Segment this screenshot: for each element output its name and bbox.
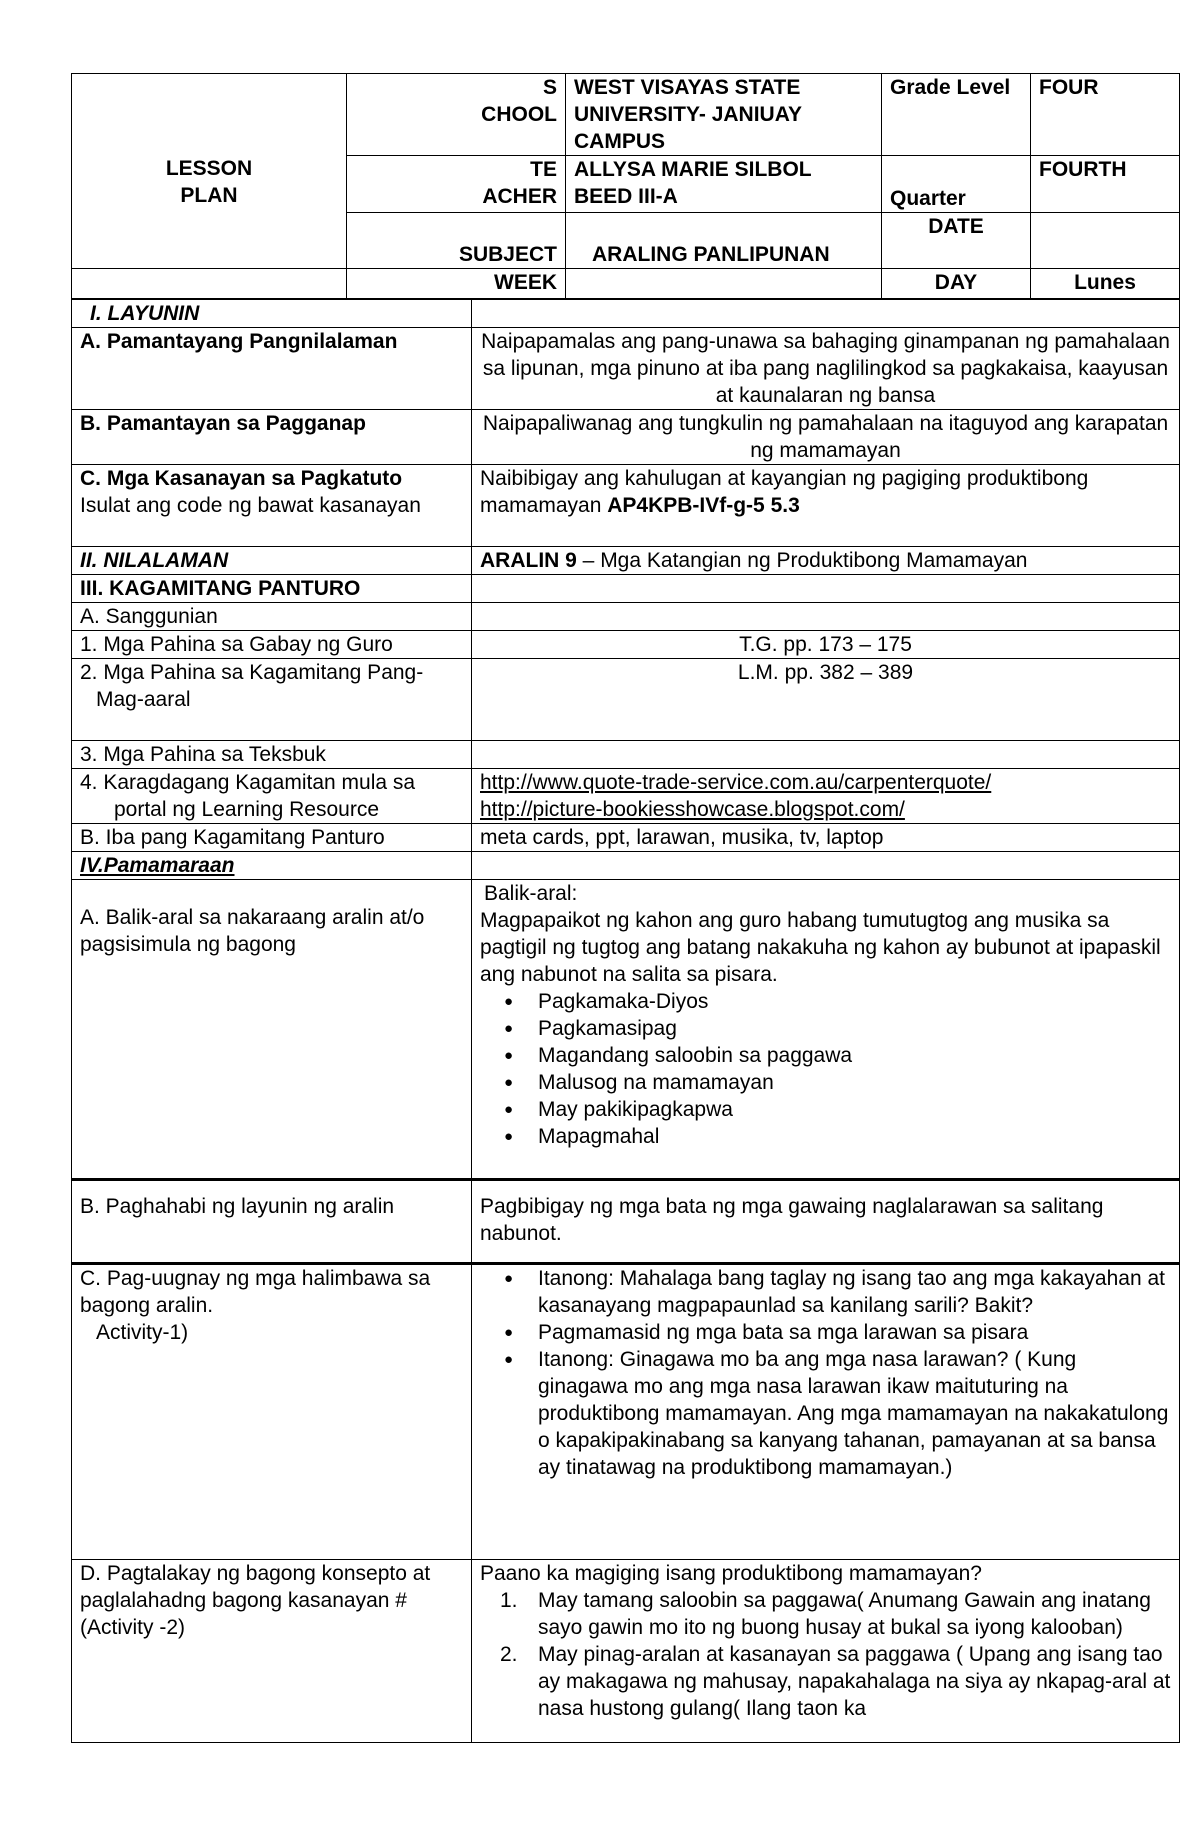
nilalaman-text: ARALIN 9 – Mga Katangian ng Produktibong Mamamayan [472, 547, 1180, 575]
list-item: ● Itanong: Ginagawa mo ba ang mga nasa larawan? ( Kung ginagawa mo ang mga nasa larawan ikaw maituturing na produktibong mamamayan. Ang mga mamamayan na nakakatulong o kapakipakinabang sa kanyang tahanan, pamayanan at sa bansa ay tinatawag na produktibong mamamayan.) [538, 1346, 1171, 1481]
pag-uugnay-label: C. Pag-uugnay ng mga halimbawa sa bagong aralin. Activity-1) [72, 1264, 472, 1560]
pamamaraan-heading: IV.Pamamaraan [72, 852, 472, 880]
layunin-heading-blank [472, 300, 1180, 328]
header-table [71, 73, 1180, 299]
pagtalakay-list [480, 1587, 1171, 1722]
kasanayan-label: C. Mga Kasanayan sa Pagkatuto Isulat ang code ng bawat kasanayan [72, 465, 472, 547]
pagtalakay-label: D. Pagtalakay ng bagong konsepto at paglalahadng bagong kasanayan #(Activity -2) [72, 1560, 472, 1743]
day-label: DAY [882, 268, 1031, 298]
iba-pang-kagamitan-value: meta cards, ppt, larawan, musika, tv, laptop [472, 824, 1180, 852]
pag-uugnay-content [472, 1264, 1180, 1560]
layunin-heading: I. LAYUNIN [72, 300, 472, 328]
grade-level-value: FOUR [1031, 74, 1180, 156]
kasanayan-code: AP4KPB-IVf-g-5 5.3 [607, 494, 800, 517]
pamantayang-pangnilalaman-text: Naipapamalas ang pang-unawa sa bahaging ginampanan ng pamahalaan sa lipunan, mga pinuno at iba pang naglilingkod sa pagkakaisa, kaayusan at kaunalaran ng bansa [472, 328, 1180, 410]
date-value [1031, 212, 1180, 268]
list-item: ● Pagmamasid ng mga bata sa mga larawan sa pisara [538, 1319, 1171, 1346]
list-item: ● Magandang saloobin sa paggawa [538, 1042, 1171, 1069]
sanggunian-label: A. Sanggunian [72, 603, 472, 631]
pamantayan-sa-pagganap-text: Naipapaliwanag ang tungkulin ng pamahalaan na itaguyod ang karapatan ng mamamayan [472, 410, 1180, 465]
karagdagang-kagamitan-links [472, 769, 1180, 824]
kagamitang-mag-aaral-label: 2. Mga Pahina sa Kagamitang Pang- Mag-aaral [72, 659, 472, 741]
gabay-ng-guro-label: 1. Mga Pahina sa Gabay ng Guro [72, 631, 472, 659]
teksbuk-label: 3. Mga Pahina sa Teksbuk [72, 741, 472, 769]
list-item: ● May pakikipagkapwa [538, 1096, 1171, 1123]
balik-aral-content: Balik-aral: Magpapaikot ng kahon ang guro habang tumutugtog ang musika sa pagtigil ng tugtog ang batang nakakuha ng kahon ay bubunot at ipapaskil ang nabunot na salita sa pisara. ● Pagkamaka-Diyos ● Pagkamasipag ● Magandang saloobin sa paggawa ● Malusog na mamamayan ● May pakikipagkapwa ● Mapagmahal [472, 880, 1180, 1180]
list-item: ● Malusog na mamamayan [538, 1069, 1171, 1096]
karagdagang-kagamitan-label: 4. Karagdagang Kagamitan mula sa portal ng Learning Resource [72, 769, 472, 824]
quarter-label: Quarter [882, 156, 1031, 212]
teacher-value: ALLYSA MARIE SILBOL BEED III-A [566, 156, 882, 212]
gabay-ng-guro-value: T.G. pp. 173 – 175 [472, 631, 1180, 659]
quarter-value: FOURTH [1031, 156, 1180, 212]
picture-bookies-link[interactable]: http://picture-bookiesshowcase.blogspot.com/ [480, 798, 905, 821]
list-item: ● Pagkamasipag [538, 1015, 1171, 1042]
pag-uugnay-list [480, 1265, 1171, 1481]
grade-level-label: Grade Level [882, 74, 1031, 156]
list-item: 2. May pinag-aralan at kasanayan sa paggawa ( Upang ang isang tao ay makagawa ng mahusay, napakahalaga na siya ay nkapag-aral at nasa hustong gulang( Ilang taon ka [500, 1643, 1171, 1720]
day-value: Lunes [1031, 268, 1180, 298]
list-item: ● Pagkamaka-Diyos [538, 988, 1171, 1015]
pamantayang-pangnilalaman-label: A. Pamantayang Pangnilalaman [72, 328, 472, 410]
paghahabi-label: B. Paghahabi ng layunin ng aralin [72, 1180, 472, 1264]
school-label: S CHOOL [347, 74, 566, 156]
balik-aral-list [480, 988, 1171, 1150]
kagamitang-mag-aaral-value: L.M. pp. 382 – 389 [472, 659, 1180, 741]
subject-value: ARALING PANLIPUNAN [566, 212, 882, 268]
school-value: WEST VISAYAS STATE UNIVERSITY- JANIUAY CAMPUS [566, 74, 882, 156]
kasanayan-text: Naibibigay ang kahulugan at kayangian ng pagiging produktibong mamamayan AP4KPB-IVf-g-5 5.3 [472, 465, 1180, 547]
paghahabi-text: Pagbibigay ng mga bata ng mga gawaing naglalarawan sa salitang nabunot. [472, 1180, 1180, 1264]
iba-pang-kagamitan-label: B. Iba pang Kagamitang Panturo [72, 824, 472, 852]
balik-aral-label: A. Balik-aral sa nakaraang aralin at/o pagsisimula ng bagong [72, 880, 472, 1180]
nilalaman-heading: II. NILALAMAN [72, 547, 472, 575]
date-label: DATE [882, 212, 1031, 268]
list-item: ● Itanong: Mahalaga bang taglay ng isang tao ang mga kakayahan at kasanayang magpapaunlad sa kanilang sarili? Bakit? [538, 1265, 1171, 1319]
teksbuk-blank [472, 741, 1180, 769]
header-blank-cell [72, 268, 347, 298]
sanggunian-blank [472, 603, 1180, 631]
teacher-label: TE ACHER [347, 156, 566, 212]
lesson-body-table [71, 299, 1180, 1743]
week-label: WEEK [347, 268, 566, 298]
kagamitan-heading-blank [472, 575, 1180, 603]
pamantayan-sa-pagganap-label: B. Pamantayan sa Pagganap [72, 410, 472, 465]
pagtalakay-content: Paano ka magiging isang produktibong mamamayan? 1. May tamang saloobin sa paggawa( Anumang Gawain ang inatang sayo gawin mo ito ng buong husay at bukal sa iyong kalooban) 2. May pinag-aralan at kasanayan sa paggawa ( Upang ang isang tao ay makagawa ng mahusay, napakahalaga na siya ay nkapag-aral at nasa hustong gulang( Ilang taon ka [472, 1560, 1180, 1743]
kagamitan-heading: III. KAGAMITANG PANTURO [72, 575, 472, 603]
subject-label: SUBJECT [347, 212, 566, 268]
carpenter-quote-link[interactable]: http://www.quote-trade-service.com.au/carpenterquote/ [480, 771, 992, 794]
list-item: ● Mapagmahal [538, 1123, 1171, 1150]
lesson-plan-title: LESSON PLAN [72, 74, 347, 269]
week-value [566, 268, 882, 298]
list-item: 1. May tamang saloobin sa paggawa( Anumang Gawain ang inatang sayo gawin mo ito ng buong husay at bukal sa iyong kalooban) [500, 1589, 1151, 1639]
pamamaraan-heading-blank [472, 852, 1180, 880]
